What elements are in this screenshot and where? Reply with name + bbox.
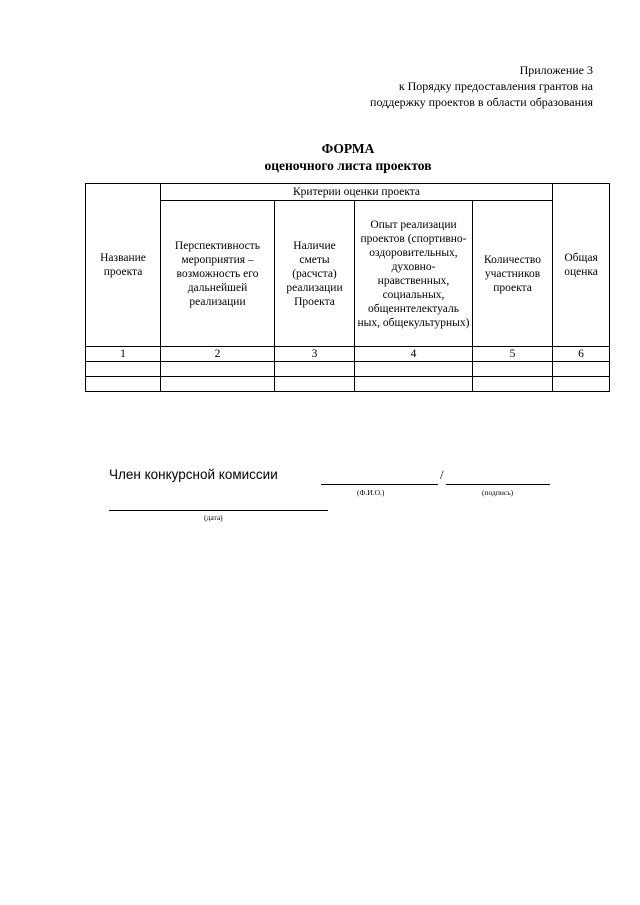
table-cell[interactable] <box>86 377 161 392</box>
appendix-number: Приложение 3 <box>519 63 593 77</box>
column-number: 5 <box>473 347 553 362</box>
evaluation-table <box>85 183 610 392</box>
form-title-sub: оценочного листа проектов <box>264 158 432 173</box>
signature-caption: (подпись) <box>482 488 514 497</box>
fio-caption: (Ф.И.О.) <box>357 488 385 497</box>
date-caption: (дата) <box>204 513 223 522</box>
table-cell[interactable] <box>86 362 161 377</box>
criteria-header: Критерии оценки проекта <box>161 184 553 201</box>
table-cell[interactable] <box>161 362 275 377</box>
slash-separator: / <box>440 467 444 482</box>
form-title-main: ФОРМА <box>321 141 375 156</box>
date-line[interactable] <box>109 510 328 511</box>
form-title <box>0 140 640 174</box>
column-number: 6 <box>553 347 610 362</box>
column-number: 3 <box>275 347 355 362</box>
table-cell[interactable] <box>275 377 355 392</box>
col-project-name: Название проекта <box>86 184 161 347</box>
col-total-score: Общая оценка <box>553 184 610 347</box>
table-row <box>86 377 610 392</box>
column-number: 1 <box>86 347 161 362</box>
col-estimate: Наличие сметы (расчста) реализации Проекта <box>275 201 355 347</box>
column-number: 2 <box>161 347 275 362</box>
col-participants: Количество участников проекта <box>473 201 553 347</box>
table-cell[interactable] <box>553 362 610 377</box>
table-cell[interactable] <box>161 377 275 392</box>
appendix-reference-cont: поддержку проектов в области образования <box>370 95 593 109</box>
table-cell[interactable] <box>553 377 610 392</box>
commission-member-label: Член конкурсной комиссии <box>109 467 278 482</box>
table-cell[interactable] <box>355 377 473 392</box>
column-numbers-row <box>86 347 610 362</box>
fio-line[interactable] <box>321 484 438 485</box>
table-cell[interactable] <box>473 377 553 392</box>
table-row <box>86 362 610 377</box>
signature-line[interactable] <box>446 484 550 485</box>
col-experience: Опыт реализации проектов (спортивно-оздоровительных, духовно-нравственных, социальных, общеинтелектуаль ных, общекультурных) <box>355 201 473 347</box>
appendix-reference: к Порядку предоставления грантов на <box>398 79 593 93</box>
col-prospects: Перспективность мероприятия – возможность его дальнейшей реализации <box>161 201 275 347</box>
column-number: 4 <box>355 347 473 362</box>
table-cell[interactable] <box>473 362 553 377</box>
table-cell[interactable] <box>355 362 473 377</box>
table-cell[interactable] <box>275 362 355 377</box>
appendix-header <box>293 62 593 110</box>
